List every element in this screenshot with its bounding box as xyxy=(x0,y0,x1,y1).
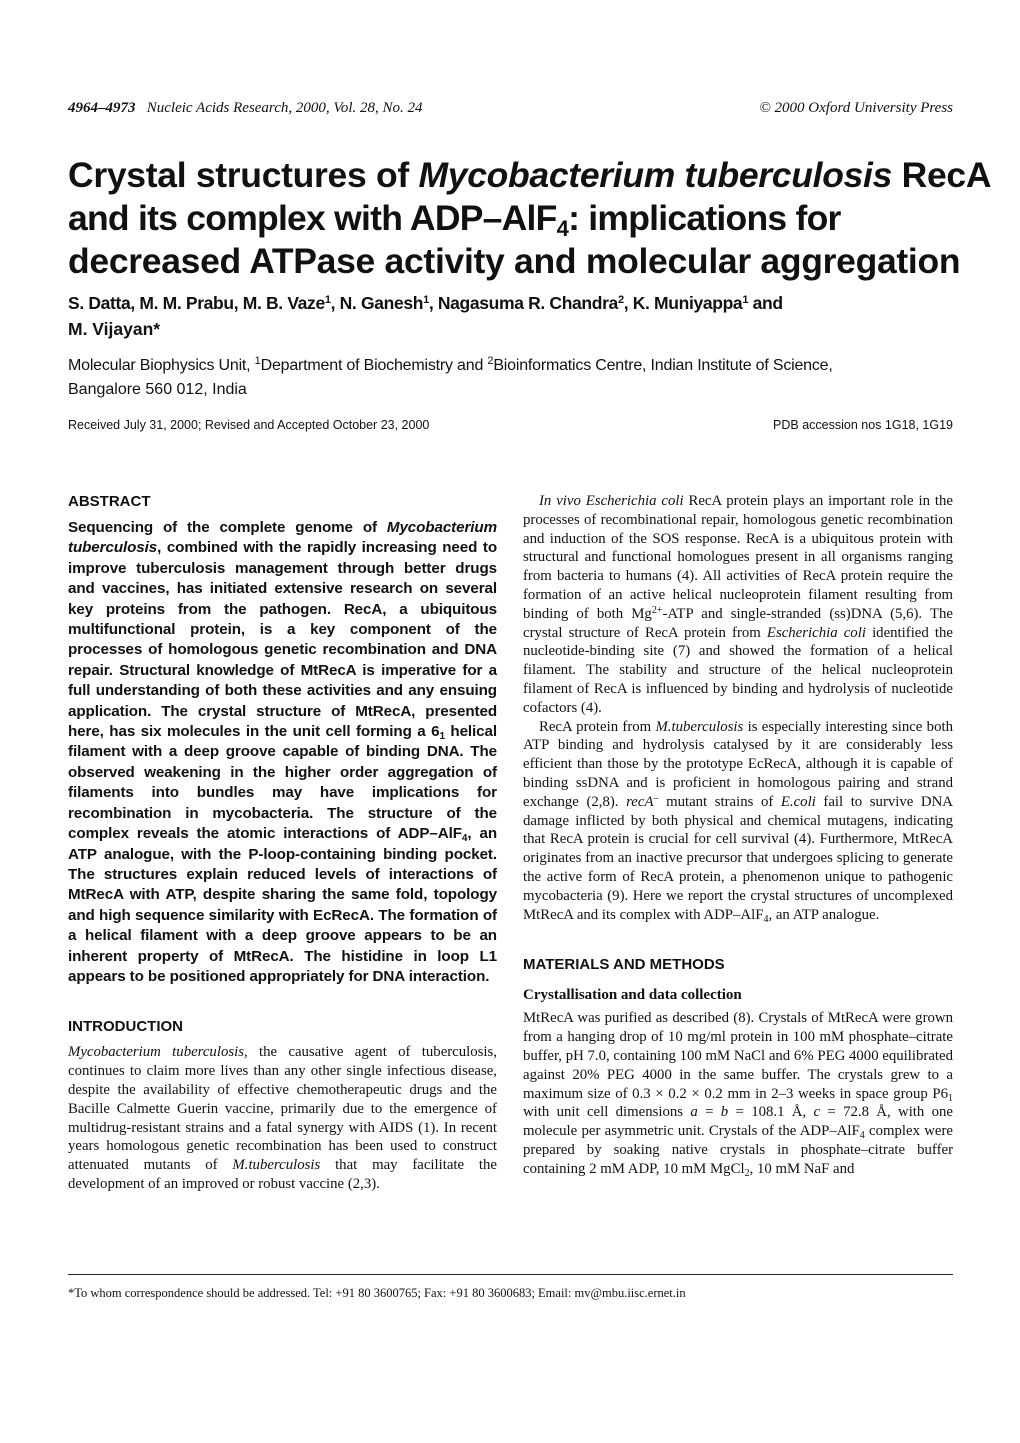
right-column xyxy=(523,492,953,1179)
affiliation-line: Bangalore 560 012, India xyxy=(68,381,247,398)
footnote-rule xyxy=(68,1274,953,1275)
introduction-heading: INTRODUCTION xyxy=(68,1018,183,1036)
title-line: Crystal structures of Mycobacterium tuberculosis RecA xyxy=(68,155,992,195)
abstract-text: Sequencing of the complete genome of Mycobacterium tuberculosis, combined with the rapidly increasing need to improve tuberculosis management through better drugs and vaccines, has initiated extensive research on several key proteins from the pathogen. RecA, a ubiquitous multifunctional protein, is a key component of the processes of homologous genetic recombination and DNA repair. Structural knowledge of MtRecA is imperative for a full understanding of both these activities and any ensuing application. The crystal structure of MtRecA, presented here, has six molecules in the unit cell forming a $6_1$ helical filament with a deep groove capable of binding DNA. The observed weakening in the higher order aggregation of filaments into bundles may have implications for recombination in mycobacteria. The structure of the complex reveals the atomic interactions of ADP–AlF$_4$, an ATP analogue, with the P-loop-containing binding pocket. The structures explain reduced levels of interactions of MtRecA with ATP, despite sharing the same fold, topology and high sequence similarity with EcRecA. The formation of a helical filament with a deep groove appears to be an inherent property of MtRecA. The histidine in loop L1 appears to be positioned appropriately for DNA interaction. xyxy=(68,519,497,985)
abstract-heading: ABSTRACT xyxy=(68,493,151,510)
author-line: S. Datta, M. M. Prabu, M. B. Vaze$^1$, N. Ganesh$^1$, Nagasuma R. Chandra$^2$, K. Muniyappa$^1$ and xyxy=(68,293,783,313)
journal-citation: Nucleic Acids Research, 2000, Vol. 28, No. 24 xyxy=(146,100,423,116)
correspondence-footnote: *To whom correspondence should be addressed. Tel: +91 80 3600765; Fax: +91 80 3600683; Email: mv@mbu.iisc.ernet.in xyxy=(68,1286,686,1300)
author-list xyxy=(68,290,958,342)
paragraph: Mycobacterium tuberculosis, the causative agent of tuberculosis, continues to claim more lives than any other single infectious disease, despite the availability of effective chemotherapeutic drugs and the Bacille Calmette Guerin vaccine, primarily due to the emergence of multidrug-resistant strains and a fatal synergy with AIDS (1). In recent years homologous genetic recombination has been used to construct attenuated mutants of M.tuberculosis that may facilitate the development of an improved or robust vaccine (2,3). xyxy=(68,1044,497,1192)
introduction-continued xyxy=(523,492,953,924)
article-dates xyxy=(68,418,953,432)
title-line: decreased ATPase activity and molecular aggregation xyxy=(68,241,961,281)
author-line: M. Vijayan* xyxy=(68,319,161,339)
copyright: © 2000 Oxford University Press xyxy=(759,100,953,116)
title-line: and its complex with ADP–AlF$_4$: implications for xyxy=(68,198,841,241)
methods-text xyxy=(523,1009,953,1178)
paragraph: RecA protein from M.tuberculosis is especially interesting since both ATP binding and hydrolysis catalysed by it are considerably less efficient than those by the prototype EcRecA, although it is capable of binding ssDNA and is proficient in homologous pairing and strand exchange (2,8). recA– mutant strains of E.coli fail to survive DNA damage inflicted by both physical and chemical mutagens, indicating that RecA protein is crucial for cell survival (4). Furthermore, MtRecA originates from an inactive precursor that undergoes splicing to generate the active form of RecA protein, a phenomenon unique to pathogenic mycobacteria (9). Here we report the crystal structures of uncomplexed MtRecA and its complex with ADP–AlF$_4$, an ATP analogue. xyxy=(523,718,953,925)
page-range: 4964–4973 xyxy=(68,100,136,116)
pdb-accession: PDB accession nos 1G18, 1G19 xyxy=(773,418,953,432)
affiliations xyxy=(68,354,958,402)
running-header xyxy=(68,100,953,117)
left-column xyxy=(68,492,497,1194)
paragraph: In vivo Escherichia coli RecA protein plays an important role in the processes of recombinational repair, homologous genetic recombination and induction of the SOS response. RecA is a ubiquitous protein with structural and functional homologues present in all organisms ranging from bacteria to humans (4). All activities of RecA protein require the formation of an active helical nucleoprotein filament resulting from binding of both $Mg^{2+}$-ATP and single-stranded (ss)DNA (5,6). The crystal structure of RecA protein from Escherichia coli identified the nucleotide-binding site (7) and showed the formation of a helical filament. The stability and structure of the helical nucleoprotein filament of RecA is influenced by binding and hydrolysis of nucleotide cofactors (4). xyxy=(523,493,953,716)
crystallisation-subheading: Crystallisation and data collection xyxy=(523,987,742,1004)
article-title xyxy=(68,154,992,283)
paragraph: MtRecA was purified as described (8). Crystals of MtRecA were grown from a hanging drop of 10 mg/ml protein in 100 mM phosphate–citrate buffer, pH 7.0, containing 100 mM NaCl and 6% PEG 4000 equilibrated against 20% PEG 4000 in the same buffer. The crystals grew to a maximum size of 0.3 × 0.2 × 0.2 mm in 2–3 weeks in space group $P6_1$ with unit cell dimensions a = b = 108.1 Å, c = 72.8 Å, with one molecule per asymmetric unit. Crystals of the ADP–AlF$_4$ complex were prepared by soaking native crystals in phosphate–citrate buffer containing 2 mM ADP, 10 mM MgCl$_2$, 10 mM NaF and xyxy=(523,1010,953,1179)
received-date: Received July 31, 2000; Revised and Accepted October 23, 2000 xyxy=(68,418,430,432)
methods-heading: MATERIALS AND METHODS xyxy=(523,956,725,974)
introduction-text xyxy=(68,1043,497,1193)
affiliation-line: Molecular Biophysics Unit, $^1$Department of Biochemistry and $^2$Bioinformatics Centre, Indian Institute of Science, xyxy=(68,355,833,374)
